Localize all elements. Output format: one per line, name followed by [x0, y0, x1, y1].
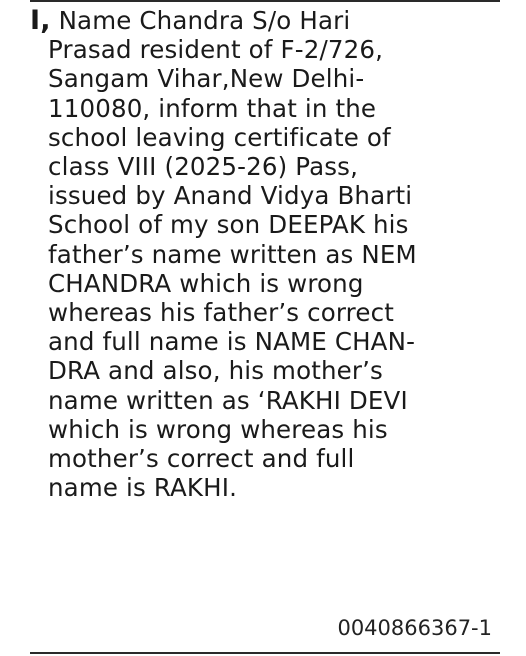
- notice-line-4: 110080, inform that in the: [48, 93, 377, 123]
- reference-number: 0040866367-1: [337, 616, 492, 640]
- notice-line-13: DRA and also, his mother’s: [48, 356, 383, 386]
- notice-line-9: father’s name written as NEM: [48, 239, 417, 269]
- notice-line-2: Prasad resident of F-2/726,: [48, 35, 384, 65]
- notice-line-3: Sangam Vihar,New Delhi-: [48, 64, 365, 94]
- notice-line-15: which is wrong whereas his: [48, 414, 388, 444]
- notice-line-5: school leaving certificate of: [48, 122, 391, 152]
- bottom-border-rule: [30, 652, 500, 654]
- notice-line-1-text: Name Chandra S/o Hari: [58, 6, 351, 35]
- notice-line-17: name is RAKHI.: [48, 473, 238, 503]
- notice-lead-letter: I,: [30, 5, 51, 36]
- notice-line-1: [30, 6, 500, 35]
- notice-line-10: CHANDRA which is wrong: [48, 268, 364, 298]
- notice-line-6: class VIII (2025-26) Pass,: [48, 152, 359, 182]
- notice-line-16: mother’s correct and full: [48, 444, 355, 474]
- notice-line-8: School of my son DEEPAK his: [48, 210, 409, 240]
- notice-line-12: and full name is NAME CHAN-: [48, 327, 416, 357]
- top-border-rule: [30, 0, 500, 2]
- notice-line-11: whereas his father’s correct: [48, 298, 394, 328]
- notice-line-14: name written as ‘RAKHI DEVI: [48, 385, 408, 415]
- classified-notice: [30, 6, 500, 502]
- notice-line-7: issued by Anand Vidya Bharti: [48, 181, 413, 211]
